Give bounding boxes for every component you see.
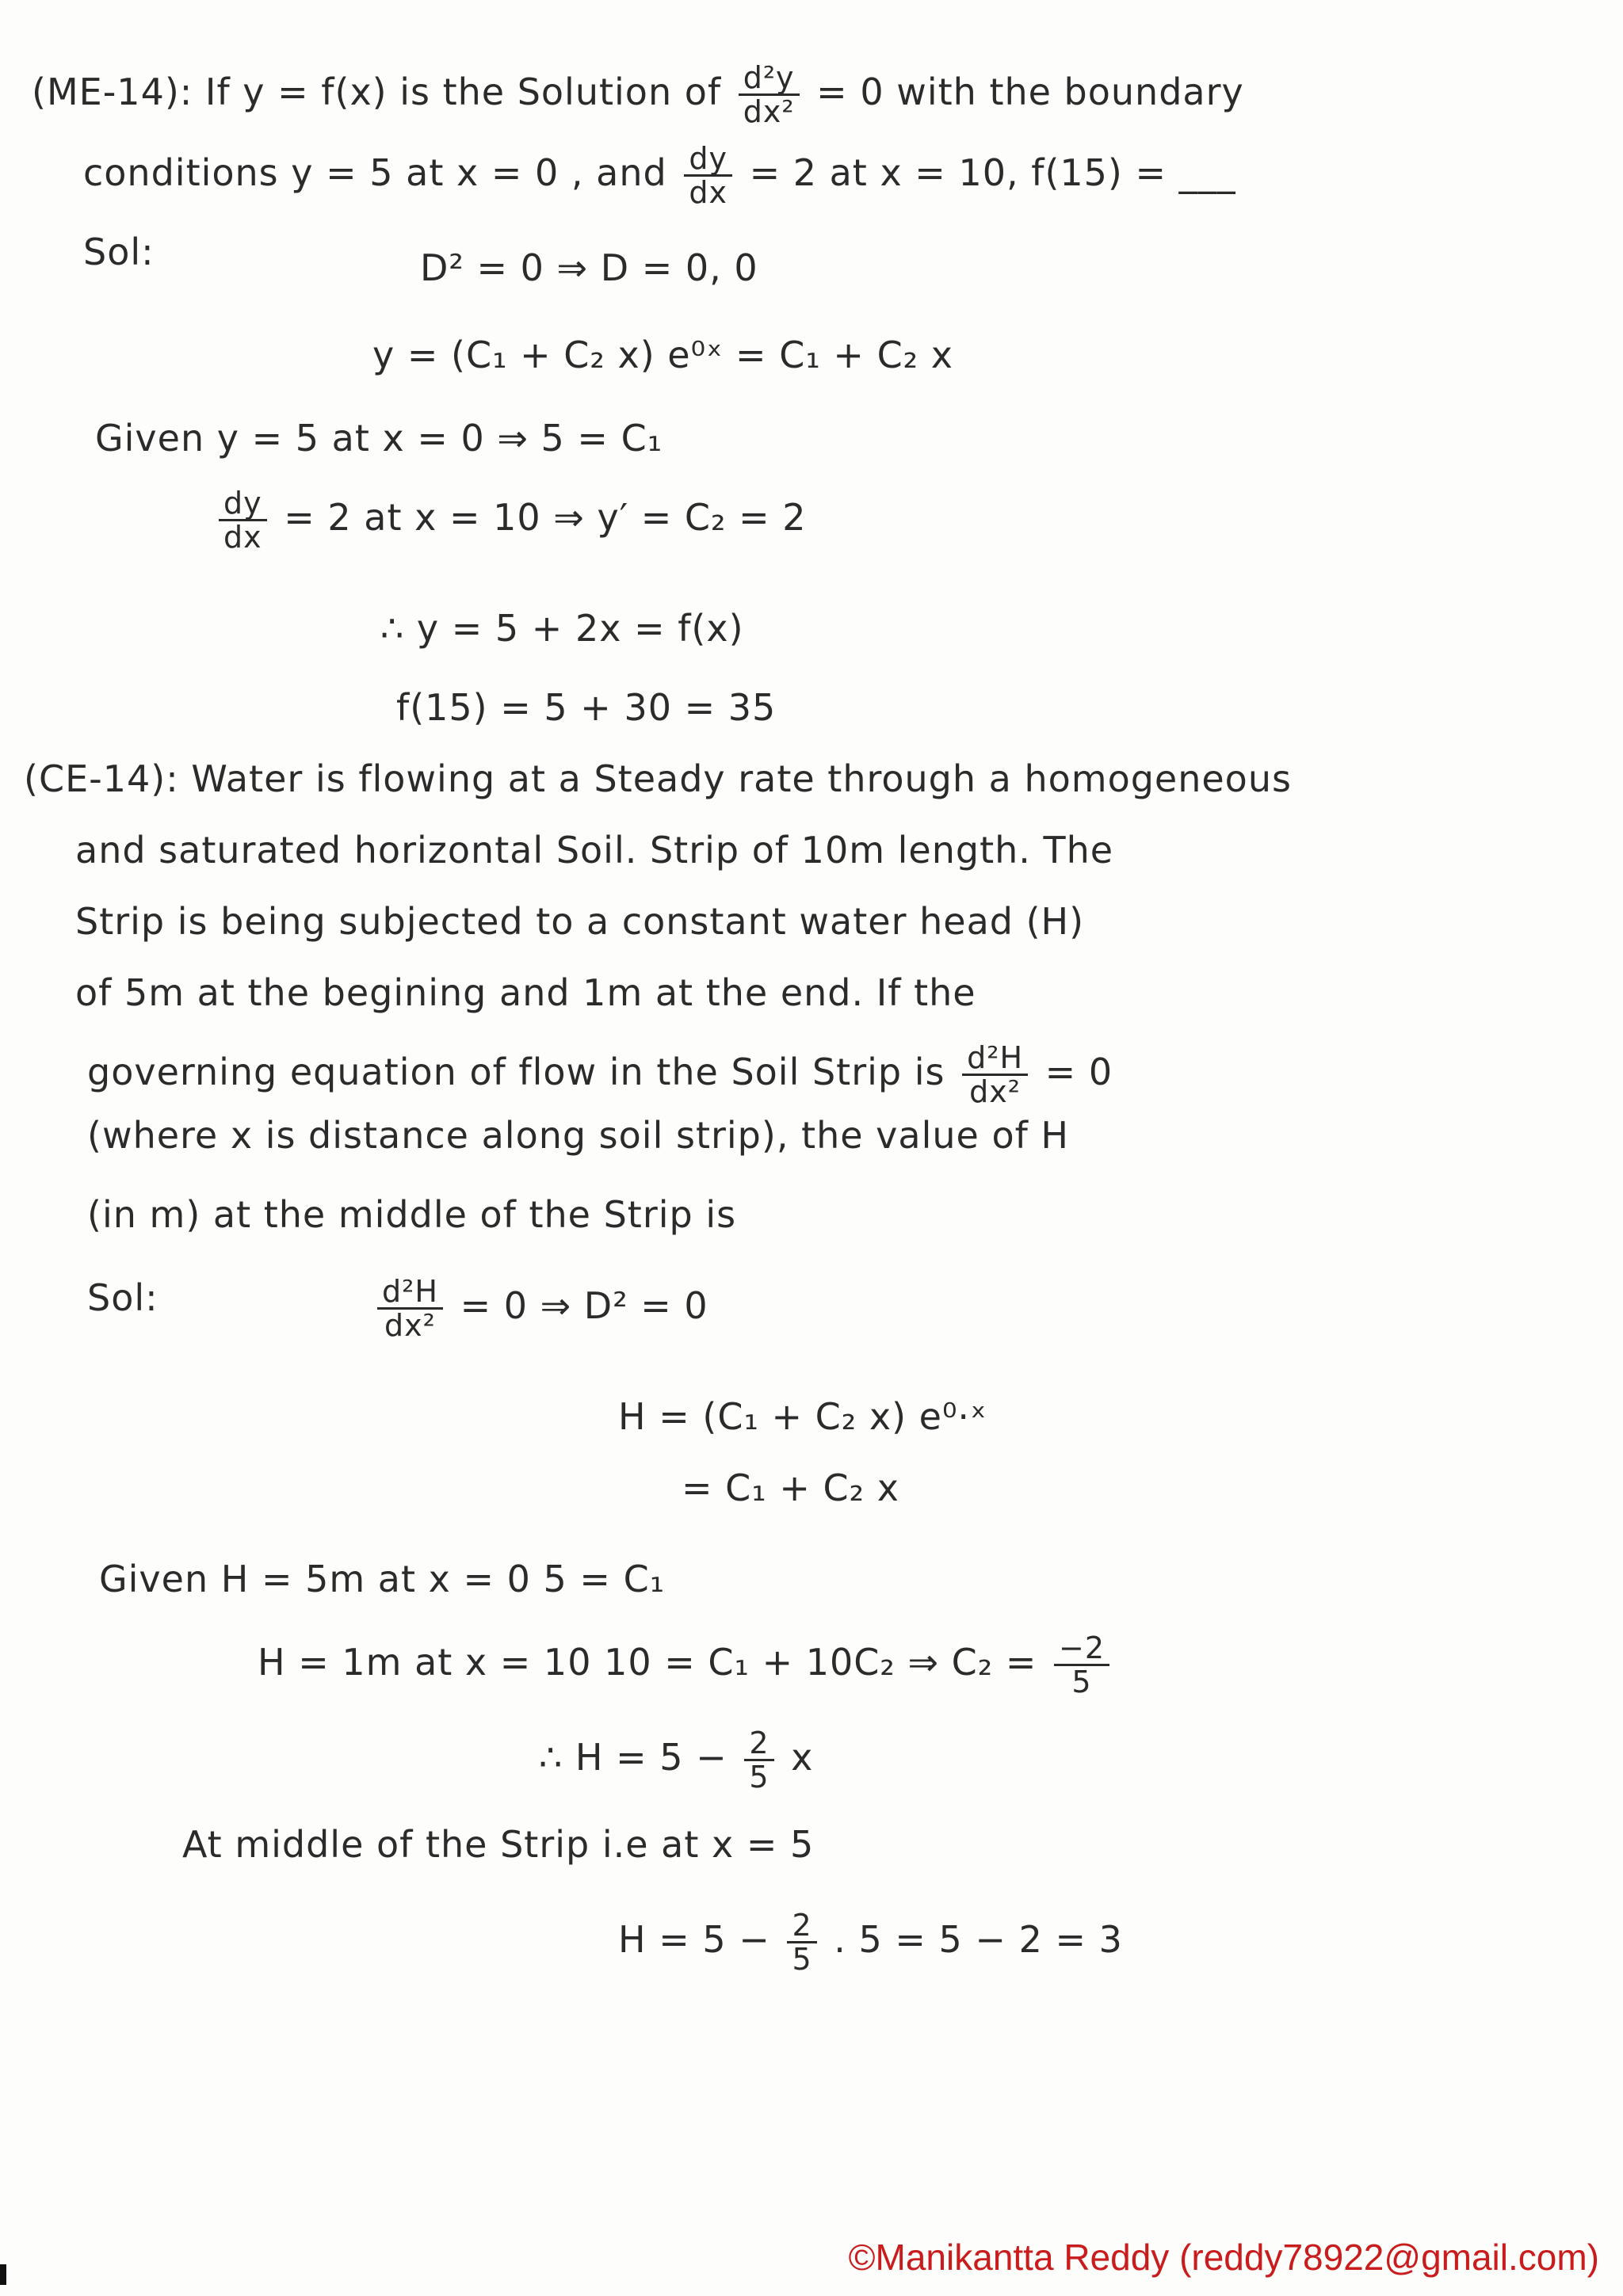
problem1-line2	[83, 143, 1236, 208]
problem2-step3: = C₁ + C₂ x	[682, 1466, 899, 1509]
problem2-line5: governing equation of flow in the Soil Strip is $\frac{\text{d²H}}{\text{dx²}}$ = 0	[87, 1040, 1113, 1109]
problem2-line7: (in m) at the middle of the Strip is	[87, 1193, 737, 1236]
problem1-fraction-d2y: $\frac{\text{d²y}}{\text{dx²}}$	[739, 62, 800, 128]
problem2-line2: and saturated horizontal Soil. Strip of 10m length. The	[75, 829, 1114, 871]
problem2-step4: Given H = 5m at x = 0 5 = C₁	[99, 1558, 666, 1600]
problem2-fraction-2-5: $\frac{2}{5}$	[744, 1727, 773, 1793]
problem2-line1: (CE-14): Water is flowing at a Steady rate through a homogeneous	[24, 757, 1292, 800]
problem2-step8: H = 5 − $\frac{2}{5}$ . 5 = 5 − 2 = 3	[618, 1908, 1123, 1977]
problem2-line6: (where x is distance along soil strip), the value of H	[87, 1114, 1069, 1157]
problem1-sol-label: Sol:	[83, 231, 155, 273]
problem1-fraction-dydx: $\frac{dy}{dx}$	[219, 487, 267, 553]
problem1-fraction-dy: $\frac{dy}{dx}$	[684, 143, 732, 208]
problem1-step1: D² = 0 ⇒ D = 0, 0	[420, 246, 758, 289]
problem1-step5: ∴ y = 5 + 2x = f(x)	[380, 607, 744, 650]
scan-edge-mark	[0, 2264, 6, 2285]
problem2-tag: (CE-14):	[24, 757, 179, 800]
problem1-statement: If y = f(x) is the Solution of	[204, 71, 722, 113]
problem1-step6: f(15) = 5 + 30 = 35	[396, 686, 777, 729]
problem2-fraction-d2Hdx2: $\frac{\text{d²H}}{\text{dx²}}$	[377, 1276, 443, 1341]
problem2-step6: ∴ H = 5 − $\frac{2}{5}$ x	[539, 1726, 814, 1794]
problem1-statement-tail: = 0 with the boundary	[816, 71, 1244, 113]
problem2-fraction-d2H: $\frac{\text{d²H}}{\text{dx²}}$	[962, 1042, 1028, 1108]
problem2-step7: At middle of the Strip i.e at x = 5	[182, 1823, 815, 1866]
problem1-conditions: conditions y = 5 at x = 0 , and	[83, 151, 667, 194]
problem1-step3: Given y = 5 at x = 0 ⇒ 5 = C₁	[95, 417, 663, 460]
problem2-step5: H = 1m at x = 10 10 = C₁ + 10C₂ ⇒ C₂ = $\frac{-2}{5}$	[258, 1632, 1114, 1698]
problem2-sol-label: Sol:	[87, 1276, 158, 1319]
copyright-watermark: ©Manikantta Reddy (reddy78922@gmail.com)	[848, 2237, 1599, 2278]
problem1-line1	[32, 62, 1244, 128]
problem2-fraction-2-5-b: $\frac{2}{5}$	[787, 1909, 816, 1975]
problem1-step4: $\frac{dy}{dx}$ = 2 at x = 10 ⇒ y′ = C₂ = 2	[214, 487, 807, 553]
problem1-conditions-tail: = 2 at x = 10, f(15) = ___	[749, 151, 1236, 194]
problem2-step2: H = (C₁ + C₂ x) e⁰·ˣ	[618, 1395, 987, 1438]
problem2-fraction-c2: $\frac{-2}{5}$	[1054, 1632, 1109, 1698]
problem1-step2: y = (C₁ + C₂ x) e⁰ˣ = C₁ + C₂ x	[372, 334, 953, 376]
problem2-step1: $\frac{\text{d²H}}{\text{dx²}}$ = 0 ⇒ D² = 0	[372, 1276, 708, 1341]
problem1-tag: (ME-14):	[32, 71, 193, 113]
problem2-line3: Strip is being subjected to a constant water head (H)	[75, 900, 1085, 943]
problem2-line4: of 5m at the begining and 1m at the end. If the	[75, 971, 976, 1014]
